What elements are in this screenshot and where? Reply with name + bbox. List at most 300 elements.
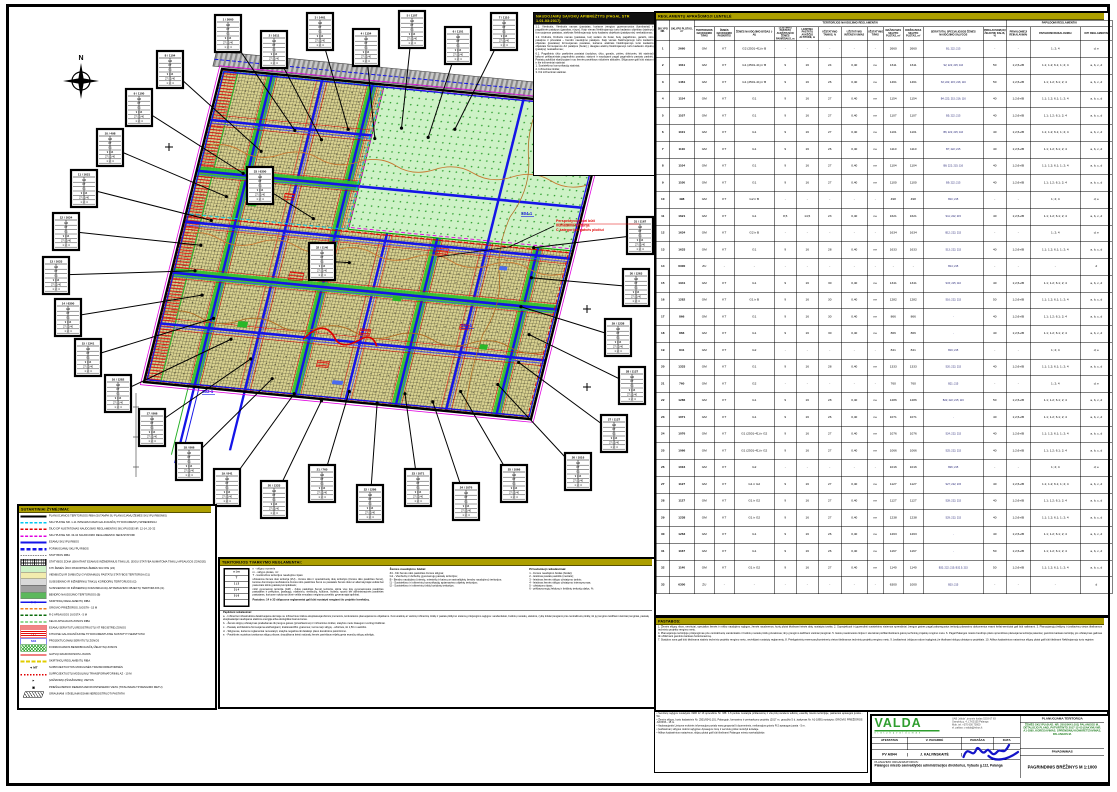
svg-text:27 | 0,40: 27 | 0,40 bbox=[314, 39, 326, 43]
svg-text:GM: GM bbox=[63, 221, 69, 225]
legend-swatch bbox=[21, 559, 47, 565]
legend-label: KITUOSE GALIOJANČIUOSE TP DOKUMENTUOSE NUSTATYTI SERVITUTAI bbox=[49, 633, 145, 637]
svg-text:G1: G1 bbox=[616, 336, 620, 340]
svg-text:G1: G1 bbox=[258, 184, 262, 188]
svg-text:KT: KT bbox=[512, 478, 516, 482]
svg-text:KT: KT bbox=[502, 26, 506, 30]
svg-text:1; 2; 4: 1; 2; 4 bbox=[574, 483, 582, 487]
column-header: TERITORIJOS NAUDOJIMO REGLAMENTAI bbox=[694, 20, 1006, 27]
table-row: 3 1461 GM KT G1 (2501-41) ir B 9 16 26 0,40 ne 1461 1461 S3; 222; 215; 216; 116 50 1;2;6+IB 1.1; 1.2; 6.1; 2; 4 a, b, c, d bbox=[656, 74, 1112, 91]
legend-swatch: ◆ ◆ bbox=[21, 599, 47, 605]
legend-swatch bbox=[21, 553, 47, 559]
svg-text:GM: GM bbox=[319, 251, 325, 255]
svg-text:21 / 760: 21 / 760 bbox=[316, 467, 328, 472]
svg-text:25 / 1066: 25 / 1066 bbox=[507, 467, 521, 472]
column-header: ŽEMĖS NAUDOJIMO PASKIRTIS bbox=[714, 27, 734, 41]
note-line: 1. Žemės sklypų ribos, servitutai, specialios žemės ir miško naudojimo sąlygos, žemės naudmenos, kurių plotai tikslinami teisės aktų nustatyta tvarka. 2. Suprojektuoti ir įgyvendinti susisiekimo sistemos sprendiniai. Įrengus gatves pagal pakoreguotus teritorijų planavimo dokumentus esami keliai-servitutai gali būti naikinami. 3. Planuojamųjų želdynų ir įvažiavimų vietos tikslinamos techninio projekto rengimo metu. bbox=[658, 625, 1102, 632]
svg-text:9 | 16: 9 | 16 bbox=[135, 111, 143, 114]
column-header: KITI REGLAMENTAI bbox=[1080, 27, 1112, 41]
svg-text:9 | 16: 9 | 16 bbox=[414, 491, 422, 494]
svg-text:27 | 0,40: 27 | 0,40 bbox=[221, 495, 233, 499]
legend-label: VIENBUČIŲ IR DVIBUČIŲ GYVENAMŲJŲ PASTATŲ STATYBOS TERITORIJA (G1) bbox=[49, 573, 150, 577]
definition-paragraph: 6.1. Pagalbinio ūkio paskirties pastatai (sodybos, ūkio, garažo, pirties, dirbtuvės, kiti statiniai) laikomi priklausiniais pagrindinio pastato; statomi ir naudojami pagal pagrindinio pastato paskirtį. Pastatų aukščiai skaičiuojami nuo žemės paviršiaus vidutinės altitudės. Sklypuose gali būti statomi ir šie inžineriniai statiniai: bbox=[535, 52, 654, 65]
legend-swatch: ► bbox=[32, 679, 35, 683]
svg-text:27 | 0,40: 27 | 0,40 bbox=[60, 239, 72, 243]
svg-text:9 | 16: 9 | 16 bbox=[636, 239, 644, 242]
atestatas-value: PV A/844 bbox=[872, 753, 908, 757]
svg-text:G1: G1 bbox=[137, 106, 141, 110]
svg-text:KT: KT bbox=[86, 352, 90, 356]
svg-text:1; 2; 4: 1; 2; 4 bbox=[318, 273, 326, 277]
svg-text:KT: KT bbox=[612, 428, 616, 432]
svg-text:27 | 0,40: 27 | 0,40 bbox=[498, 39, 510, 43]
note-line: • Vadovaujantis Lietuvos erdvinės informacijos portalo www.geoportal.lt duomenimis, melioracijos griovio R-2 apsaugos juosta - 5 m. bbox=[656, 724, 806, 728]
column-header: DIDŽIAUSIAS SKLYPO PLOTAS, m² bbox=[903, 27, 923, 41]
legend-label: SUPROJEKTUOTOS MODULINĖS TRANSFORMATORINĖS bbox=[49, 666, 123, 669]
svg-text:1; 2; 4: 1; 2; 4 bbox=[636, 247, 644, 251]
svg-text:GM: GM bbox=[455, 35, 461, 39]
svg-text:1; 2; 4: 1; 2; 4 bbox=[632, 299, 640, 303]
table-row: 9 1100 GM KT G1 9 16 27 0,40 ne 1100 1100 B9; 222; 215 40 1;2;6+IB 1.1; 1.2; 6.1; 2; 4 a, b, c, d bbox=[656, 175, 1112, 192]
table-row: 25 1066 GM KT G1 (2501-41) ir G2 9 16 27 0,40 ne 1066 1066 S25; 222; 215 40 1;2;6+IB 1.1; 1.2; 6.1; 2; 4 a, b, c, d bbox=[656, 443, 1112, 460]
legend-label: BENDRO NAUDOJIMO TERITORIJOS (B) bbox=[49, 593, 101, 597]
svg-text:9 | 16: 9 | 16 bbox=[224, 37, 232, 40]
svg-text:9 | 16: 9 | 16 bbox=[106, 151, 114, 154]
svg-text:27 | 0,40: 27 | 0,40 bbox=[630, 295, 642, 299]
column-header: MAŽIAUSIAS SKLYPO PLOTAS, m² bbox=[883, 27, 903, 41]
svg-text:29 / 1238: 29 / 1238 bbox=[611, 321, 625, 326]
svg-text:KT: KT bbox=[638, 230, 642, 234]
svg-text:8 / 1104: 8 / 1104 bbox=[164, 53, 176, 58]
svg-text:1; 2; 4: 1; 2; 4 bbox=[148, 439, 156, 443]
svg-text:GM: GM bbox=[575, 461, 581, 465]
svg-text:GM: GM bbox=[257, 175, 263, 179]
legend-swatch bbox=[21, 566, 47, 572]
legend-label: SUSISIEKIMO IR INŽINERINIŲ TINKLŲ KORIDORIŲ TERITORIJOS (I2) bbox=[49, 580, 137, 584]
note-line: 4. Planuojamoje teritorijoje prisijungimas prie centralizuotų vandentiekio ir buitinių nuotekų tinklų privalomas; iki jų įrengimo leidžiami vietiniai įrenginiai. 5. Gatvių raudonosios linijos ir skersiniai profiliai tikslinami gatvių techninių projektų rengimo metu. 6. Pagal Palangos miesto bendrojo plano sprendinius planuojama teritorija patenka į gamtinio karkaso teritoriją; jos užstatymas galimas tik užtikrinant gamtinio karkaso funkcionavimą. bbox=[658, 632, 1102, 638]
territory-regulations-box bbox=[218, 557, 658, 709]
legend-item bbox=[19, 625, 211, 632]
svg-text:9 | 16: 9 | 16 bbox=[148, 431, 156, 434]
legend-item bbox=[19, 559, 211, 566]
svg-text:9 / 1100: 9 / 1100 bbox=[133, 91, 145, 96]
table-row: 13 1633 GM KT G1 9 16 28 0,40 ne 1633 1633 S13; 222; 215 40 1;2;6+IB 1.1; 1.2; 6.1; 1; 2; 4 a, b, c, d bbox=[656, 242, 1112, 259]
svg-text:G1: G1 bbox=[320, 482, 324, 486]
svg-text:KT: KT bbox=[226, 28, 230, 32]
svg-text:KT: KT bbox=[364, 42, 368, 46]
svg-text:27 | 0,40: 27 | 0,40 bbox=[133, 115, 145, 119]
legend-label: SUPROJEKTUOTŲ MODULINIŲ TRANSFORMATORINIŲ AZ - 10 M bbox=[49, 672, 132, 676]
svg-text:G1: G1 bbox=[226, 32, 230, 36]
legend-label: PRIEŠGAISRINIO REZERVUARO/KONTEINERIO VIETA (TIKSLINAMA TP RENGIMO METU) bbox=[49, 685, 163, 689]
legend-item bbox=[19, 658, 211, 665]
note-line: 7. Statybos zona gali būti tikslinama statinio techninio projekto rengimo metu, neviršijant nustatytų reglamentų. 8. Priešgaisrinių rezervuarų/konteinerių vietos tikslinamos techninių projektų rengimo metu. 9. Įvažiavimai į sklypus rodomi sąlyginai; jie tikslinami sklypų užstatymo projektais. 10. Atlikus kadastrinius matavimus sklypų plotai gali būti tikslinami Nekilnojamojo turto registre. bbox=[658, 638, 1095, 642]
svg-text:9 | 16: 9 | 16 bbox=[366, 507, 374, 510]
north-arrow bbox=[63, 55, 99, 99]
svg-text:KT: KT bbox=[616, 332, 620, 336]
drawing-sheet bbox=[6, 4, 1110, 786]
svg-text:27 | 0,40: 27 | 0,40 bbox=[634, 243, 646, 247]
legend-label: FORMUOJAMOS BESIRIBOJANČIŲ ŽELDYNŲ ZONOS bbox=[49, 646, 118, 650]
svg-text:32 / 1140: 32 / 1140 bbox=[315, 245, 329, 250]
valda-logo-text: VALDA bbox=[874, 716, 922, 730]
legend-label: GATVIŲ RAUDONOSIOS LINIJOS bbox=[49, 652, 91, 656]
table-row: 31 1167 GM KT G1 9 16 26 0,40 ne 1167 1167 - 50 1;2;6+IB 1.1; 1.2; 6.1; 2; 4 a, b, c, d bbox=[656, 543, 1112, 560]
svg-text:27 | 0,40: 27 | 0,40 bbox=[268, 507, 280, 511]
svg-text:G1: G1 bbox=[364, 46, 368, 50]
legend-swatch bbox=[21, 533, 47, 539]
svg-text:G1: G1 bbox=[225, 486, 229, 490]
legend-swatch bbox=[21, 652, 47, 658]
column-header: UŽSTATYMO INTENSYVUMAS bbox=[841, 27, 867, 41]
territory-header: PLANUOJAMA TERITORIJA bbox=[1021, 716, 1105, 723]
servitude-zone-label: S04-1 bbox=[521, 211, 533, 216]
svg-text:KT: KT bbox=[630, 380, 634, 384]
regulations-table bbox=[656, 20, 1113, 594]
notes-box bbox=[654, 616, 1110, 712]
table-row: 33 6300 ZU - - - - - - - 6300 1000 B33; 215 - - - d bbox=[656, 577, 1112, 594]
legend-item bbox=[19, 619, 211, 626]
legend-label: SKIRTINGŲ REGLAMENTŲ RIBA bbox=[49, 600, 91, 604]
svg-text:GM: GM bbox=[317, 21, 323, 25]
svg-text:1; 2; 4: 1; 2; 4 bbox=[62, 243, 70, 247]
svg-text:7 / 1110: 7 / 1110 bbox=[498, 15, 510, 20]
svg-text:KT: KT bbox=[410, 24, 414, 28]
svg-text:KT: KT bbox=[225, 482, 229, 486]
svg-text:KT: KT bbox=[634, 282, 638, 286]
column-header: SKLYPO NR. bbox=[656, 20, 669, 41]
svg-text:1; 2; 4: 1; 2; 4 bbox=[628, 397, 636, 401]
table-row: 27 1127 GM KT G1 ir G2 9 16 27 0,40 ne 1127 1127 S27; 222; 215 40 1;2;6+IB 1.1; 1.2; 6.1; 1; 2; 4 a, b, c, d bbox=[656, 476, 1112, 493]
title-block bbox=[870, 714, 1110, 784]
table-row: 22 1286 GM KT G1 9 16 28 0,40 ne 1286 1286 B22; 222; 215; 116 50 1;2;6+IB 1.1; 1.2; 6.1; 2; 4 a, b, c, d bbox=[656, 393, 1112, 410]
legend-item bbox=[19, 572, 211, 579]
legend-swatch bbox=[21, 606, 47, 612]
legend-swatch bbox=[21, 586, 47, 592]
legend-item bbox=[19, 645, 211, 652]
table-title: REGLAMENTŲ APRAŠOMOJI LENTELĖ bbox=[656, 13, 1104, 20]
column-header: PAPILDOMI REIKALAVIMAI bbox=[1030, 27, 1080, 41]
legend-label: FORMUOJAMŲ SKLYPŲ RIBOS bbox=[49, 547, 89, 551]
svg-text:9 | 16: 9 | 16 bbox=[610, 437, 618, 440]
column-header: UŽSTATYMO TIPAS bbox=[867, 27, 883, 41]
legend-item bbox=[19, 691, 211, 698]
svg-text:1; 2; 4: 1; 2; 4 bbox=[84, 369, 92, 373]
legend-label: GRIOVIO PRIEŽIŪROS JUOSTA - 15 M bbox=[49, 606, 98, 610]
definitions-title: NAUDOJAMŲ SĄVOKŲ APIBRĖŽTYS (PAGAL STR 1.01.03:2017) bbox=[534, 13, 655, 25]
table-row: 20 1333 GM KT G1 9 16 28 0,40 ne 1333 1333 S20; 222; 215 40 1;2;6+IB 1.1; 1.2; 6.1; 1; 2; 4 a, b, c, d bbox=[656, 359, 1112, 376]
legend-label: SUSISIEKIMO IR INŽINERINIŲ KOMUNIKACIJŲ APTARNAVIMO OBJEKTŲ TERITORIJOS (I1) bbox=[49, 586, 165, 590]
definition-list-item: 3. Kiti inžineriniai statiniai. bbox=[535, 71, 567, 75]
map-legend bbox=[17, 504, 217, 710]
svg-text:G1: G1 bbox=[108, 146, 112, 150]
svg-text:5 / 1107: 5 / 1107 bbox=[406, 13, 418, 18]
map-annotation: numatoma teritorija bbox=[556, 223, 590, 228]
svg-text:9 | 16: 9 | 16 bbox=[318, 487, 326, 490]
svg-text:GM: GM bbox=[633, 277, 639, 281]
svg-text:22 / 1286: 22 / 1286 bbox=[363, 487, 377, 492]
table-row: 23 1071 GM KT G1 9 16 26 0,40 ne 1071 1071 - 40 1;2;6+IB 1.1; 1.2; 6.1; 2; 4 a, b, c, d bbox=[656, 409, 1112, 426]
table-row: 11 1621 GM KT G1 8,5 14,5 23 0,40 ne 1621 1621 S11; 222; 215 40 1;2;6+IB 1.1; 1.2; 6.1; 2; 4 a, b, c, d bbox=[656, 208, 1112, 225]
svg-text:24 / 1076: 24 / 1076 bbox=[459, 485, 473, 490]
grid-cross bbox=[583, 383, 591, 391]
legend-item bbox=[19, 513, 211, 520]
column-header: UŽSTATYMO TANKIS, % bbox=[818, 27, 841, 41]
svg-text:9 | 16: 9 | 16 bbox=[64, 321, 72, 324]
svg-text:G1: G1 bbox=[272, 48, 276, 52]
legend-label: KELIO APSAUGOS ZONOS RIBA bbox=[49, 619, 91, 623]
svg-text:9 | 16: 9 | 16 bbox=[256, 189, 264, 192]
legend-swatch: - 1 - bbox=[21, 632, 47, 638]
svg-text:1; 2; 4: 1; 2; 4 bbox=[270, 511, 278, 515]
svg-text:GM: GM bbox=[107, 137, 113, 141]
svg-text:9 | 16: 9 | 16 bbox=[80, 192, 88, 195]
legend-title: SUTARTINIAI ŽYMĖJIMAI: bbox=[19, 506, 211, 513]
table-row: 30 1263 GM KT G1 9 16 26 0,40 ne 1263 1263 - 40 1;2;6+IB 1.1; 1.2; 6.1; 2; 4 a, b, c, d bbox=[656, 527, 1112, 544]
svg-text:9 | 16: 9 | 16 bbox=[185, 465, 193, 468]
svg-text:KT: KT bbox=[416, 482, 420, 486]
legend-item bbox=[19, 651, 211, 658]
definition-paragraph: 1.1. Vienbutis, Vienbutis namas (pastatas, kuriame įrengtos gyvenamosios (kambariai) ir pagalbinės patalpos (garažas, rūsys). Kaip vienas Nekilnojamojo turto kadastro objektas (statinys) formuojamas pastatas, atskirais Nekilnojamojo turto kadastro objektais (patalpomis) neskaidomas; bbox=[535, 25, 654, 35]
svg-text:1; 2; 4: 1; 2; 4 bbox=[80, 200, 88, 204]
legend-item bbox=[19, 566, 211, 573]
legend-item bbox=[19, 612, 211, 619]
svg-text:KT: KT bbox=[272, 494, 276, 498]
svg-text:GM: GM bbox=[271, 39, 277, 43]
legend-item bbox=[19, 592, 211, 599]
svg-text:G1: G1 bbox=[630, 384, 634, 388]
svg-text:3 / 1461: 3 / 1461 bbox=[314, 15, 326, 20]
column-header: LEISTINA PASTATŲ AUKŠČIO ALTITUDĖ, m bbox=[796, 27, 818, 41]
svg-text:G1: G1 bbox=[576, 470, 580, 474]
legend-item bbox=[19, 605, 211, 612]
svg-text:KT: KT bbox=[82, 183, 86, 187]
svg-text:GM: GM bbox=[511, 473, 517, 477]
svg-text:KT: KT bbox=[272, 44, 276, 48]
svg-text:1; 2; 4: 1; 2; 4 bbox=[270, 61, 278, 65]
svg-text:1; 2; 4: 1; 2; 4 bbox=[362, 59, 370, 63]
svg-text:KT: KT bbox=[320, 478, 324, 482]
table-row: 16 1282 GM KT G1 ir B 9 16 30 0,40 ne 1282 1282 S16; 222; 215 50 1;2;6+IB 1.1; 1.2; 6.1; 1; 2; 4 a, b, c, d bbox=[656, 292, 1112, 309]
legend-swatch bbox=[21, 579, 47, 585]
column-header: ŽEMĖS NAUDOJIMO BŪDAS (-AI) bbox=[734, 27, 774, 41]
svg-text:1; 2; 4: 1; 2; 4 bbox=[185, 473, 193, 477]
svg-text:1; 2; 4: 1; 2; 4 bbox=[366, 515, 374, 519]
svg-text:18 / 866: 18 / 866 bbox=[183, 445, 195, 450]
svg-text:9 | 16: 9 | 16 bbox=[510, 487, 518, 490]
svg-text:GM: GM bbox=[271, 489, 277, 493]
svg-text:GM: GM bbox=[167, 59, 173, 63]
svg-text:27 | 0,40: 27 | 0,40 bbox=[452, 53, 464, 57]
table-row: 24 1076 GM KT G1 (2501-41) ir G2 9 16 27 0,40 ne 1076 1076 S24; 222; 215 40 1;2;6+IB 1.1; 1.2; 6.1; 1; 2; 4 a, b, c, d bbox=[656, 426, 1112, 443]
legend-item bbox=[19, 678, 211, 685]
atestatas-header: ATESTATAS bbox=[872, 738, 908, 744]
svg-text:KT: KT bbox=[187, 456, 191, 460]
svg-text:20 / 1333: 20 / 1333 bbox=[267, 483, 281, 488]
svg-text:9 | 16: 9 | 16 bbox=[84, 361, 92, 364]
logo-tagline: s t a t y b ų v a l d y m a s bbox=[874, 731, 921, 734]
svg-text:G1: G1 bbox=[82, 187, 86, 191]
legend-swatch bbox=[21, 619, 47, 625]
svg-text:27 | 0,40: 27 | 0,40 bbox=[183, 469, 195, 473]
legend-item bbox=[19, 632, 211, 639]
svg-text:9 | 16: 9 | 16 bbox=[318, 265, 326, 268]
definitions-note-box bbox=[533, 12, 659, 176]
legend-swatch: ▣ bbox=[32, 686, 35, 690]
svg-text:N: N bbox=[78, 55, 84, 62]
svg-text:23 / 1071: 23 / 1071 bbox=[411, 471, 425, 476]
svg-text:27 | 0,40: 27 | 0,40 bbox=[78, 196, 90, 200]
note-line: • Įvažiavimai į sklypus rodomi sąlyginai. Apsaugos zonų ir servitutų plotai nurodyti lentelėje. bbox=[656, 727, 760, 731]
svg-text:G1: G1 bbox=[168, 68, 172, 72]
svg-text:G1: G1 bbox=[318, 30, 322, 34]
svg-text:16 / 1282: 16 / 1282 bbox=[111, 377, 125, 382]
svg-text:KT: KT bbox=[66, 312, 70, 316]
svg-text:27 | 0,40: 27 | 0,40 bbox=[82, 365, 94, 369]
svg-text:1; 2; 4: 1; 2; 4 bbox=[614, 349, 622, 353]
legend-item bbox=[19, 546, 211, 553]
svg-text:GM: GM bbox=[415, 477, 421, 481]
svg-text:26 / 1016: 26 / 1016 bbox=[571, 455, 585, 460]
svg-text:19 / 841: 19 / 841 bbox=[221, 471, 233, 476]
svg-text:KT: KT bbox=[108, 142, 112, 146]
svg-text:GM: GM bbox=[629, 375, 635, 379]
svg-text:31 / 1167: 31 / 1167 bbox=[633, 219, 647, 224]
svg-text:KT: KT bbox=[150, 422, 154, 426]
svg-text:27 | 0,40: 27 | 0,40 bbox=[164, 77, 176, 81]
svg-text:2 / 1611: 2 / 1611 bbox=[268, 33, 280, 38]
svg-text:G1: G1 bbox=[512, 482, 516, 486]
svg-text:15 / 1341: 15 / 1341 bbox=[81, 341, 95, 346]
svg-text:1; 2; 4: 1; 2; 4 bbox=[510, 495, 518, 499]
svg-text:KT: KT bbox=[64, 226, 68, 230]
svg-text:9 | 16: 9 | 16 bbox=[362, 51, 370, 54]
legend-item bbox=[19, 684, 211, 691]
legend-swatch bbox=[21, 672, 47, 678]
svg-text:G1: G1 bbox=[456, 44, 460, 48]
column-header: SERVITUTAI, SPECIALIOSIOS ŽEMĖS NAUDOJIMO SĄLYGOS bbox=[923, 27, 983, 41]
parcel-info-table bbox=[357, 401, 383, 522]
parcel-info-table bbox=[309, 390, 351, 502]
svg-text:9 | 16: 9 | 16 bbox=[408, 33, 416, 36]
legend-swatch bbox=[21, 612, 47, 618]
svg-text:10 / 498: 10 / 498 bbox=[104, 131, 116, 136]
company-details: UAB „Valda“, įmonės kodas 5203 67 83 Gamyklų g. 4, LT-00135 Palanga Mob. tel. +370 600 70000 el. paštas: v.valda@inbox.lt bbox=[952, 717, 996, 730]
regulations-title: TERITORIJOS TVARKYMO REGLAMENTAI: bbox=[220, 559, 652, 566]
map-annotation: Perspektyvoje turi būti bbox=[556, 219, 595, 223]
svg-text:G1: G1 bbox=[634, 286, 638, 290]
svg-text:KT: KT bbox=[318, 26, 322, 30]
svg-text:27 / 1127: 27 / 1127 bbox=[607, 417, 621, 422]
svg-text:27 | 0,40: 27 | 0,40 bbox=[62, 325, 74, 329]
legend-label: ESAMŲ SKLYPŲ RIBOS bbox=[49, 540, 79, 544]
svg-text:KT: KT bbox=[54, 270, 58, 274]
data-header: DATA bbox=[1002, 739, 1011, 742]
legend-item bbox=[19, 599, 211, 606]
legend-item bbox=[19, 586, 211, 593]
legend-swatch bbox=[21, 540, 47, 546]
svg-text:27 | 0,40: 27 | 0,40 bbox=[316, 269, 328, 273]
supplementary-notes-box bbox=[654, 711, 868, 773]
svg-text:G1: G1 bbox=[416, 486, 420, 490]
svg-text:27 | 0,40: 27 | 0,40 bbox=[360, 55, 372, 59]
svg-text:17 / 866: 17 / 866 bbox=[146, 411, 158, 416]
legend-swatch: ◄ MT bbox=[29, 666, 38, 670]
svg-text:9 | 16: 9 | 16 bbox=[454, 49, 462, 52]
regulation-symbol-column: n | m T 1 | 2 3 | 4 5 | 6 n - sklypo numeris m - sklypo plotas, m² T - konkrečios teritorijos naudojimo tipas: užstatoma žemės ūkio teritorija (ZU) - žemės ūkio ir specializuotų ūkių teritorijos (žemės ūkio paskirties žemė), kuriose dominuoja neužstatoma žemės ūkio paskirties žemė su pastatais žemės ūkiui ar alternatyviajai veiklai bei pavieniais ūkinių pastatų kompleksais; mišri gyvenamoji teritorija (GM) - (kitos paskirties žemė) teritorija, skirta visų tipų gyvenamosios paskirties pastatams ir prekybos, paslaugų, maitinimo, viešbučių, kultūros, mokslo, sporto bei administracinės paskirties pastatams, kuriuose vykdoma ūkinė veikla nesudaro neigiamo poveikio gyvenamajai aplinkai. Pastabos: 14 ir 33 sklypuose reglamentai gali būti nustatyti rengiant šio projekto korektūrą. bbox=[223, 568, 384, 609]
legend-swatch bbox=[21, 546, 47, 552]
svg-text:27 | 0,40: 27 | 0,40 bbox=[50, 283, 62, 287]
svg-text:G1: G1 bbox=[64, 230, 68, 234]
table-row: 18 866 GM KT G1 9 16 30 0,40 ne 866 866 - 40 1;2;6+IB 1.1; 1.2; 6.1; 2; 4 a, b, c, d bbox=[656, 326, 1112, 343]
svg-text:9 | 16: 9 | 16 bbox=[166, 73, 174, 76]
svg-text:27 | 0,40: 27 | 0,40 bbox=[626, 393, 638, 397]
svg-text:1; 2; 4: 1; 2; 4 bbox=[223, 499, 231, 503]
svg-text:27 | 0,40: 27 | 0,40 bbox=[406, 37, 418, 41]
column-header: TERITORIJOS NAUDOJIMO TIPAS bbox=[694, 27, 714, 41]
svg-text:1; 2; 4: 1; 2; 4 bbox=[500, 43, 508, 47]
legend-label: ŠIUO DP NUSTATOMAS NAUDOJIMO REGLAMENTAS SKLYPUOSE NR. 12-14, 20-32 bbox=[49, 527, 156, 531]
svg-text:9 | 16: 9 | 16 bbox=[52, 279, 60, 282]
svg-text:1; 2; 4: 1; 2; 4 bbox=[462, 513, 470, 517]
svg-text:9 | 16: 9 | 16 bbox=[628, 389, 636, 392]
legend-swatch bbox=[21, 658, 47, 664]
legend-item bbox=[19, 671, 211, 678]
svg-text:33 / 6300: 33 / 6300 bbox=[253, 169, 267, 174]
svg-text:GM: GM bbox=[409, 19, 415, 23]
table-row: 21 760 GM KT G2 - - - - - 760 760 B21; 215 - - 1; 2; 4 d; e bbox=[656, 376, 1112, 393]
parcel-info-table bbox=[431, 400, 479, 520]
svg-text:1; 2; 4: 1; 2; 4 bbox=[414, 499, 422, 503]
svg-text:27 | 0,40: 27 | 0,40 bbox=[608, 441, 620, 445]
svg-text:GM: GM bbox=[81, 178, 87, 182]
svg-text:27 | 0,40: 27 | 0,40 bbox=[222, 41, 234, 45]
svg-text:KT: KT bbox=[137, 102, 141, 106]
table-row: 32 1140 GM KT G1 ir G2 9 16 27 0,40 ne 1140 1140 B32; 222; 215; B32.5; 215 50 1;2;6+IB 1.1; 1.2; 6.1; 1; 2; 4 a, b, c, d bbox=[656, 560, 1112, 577]
table-row: 2 1611 GM KT G1 (2501-41) ir B 9 16 24 0,40 ne 1611 1611 S2; 222; 215; 116 50 1;2;6+IB 1.1; 1.2; 6.1; 1; 2; 4 a, b, c, d bbox=[656, 58, 1112, 75]
table-row: 29 1238 GM KT G1 ir G2 9 16 27 0,40 ne 1238 1238 S29; 222; 215 40 1;2;6+IB 1.1; 1.2; 6.1; 1; 2; 4 a, b, c, d bbox=[656, 510, 1112, 527]
note-line: • Žemės sklypo, kurio kadastrinis Nr. 2501/0041:101, Palangoje, formavimo ir pertvarkymo projektu (2017 m. gruodžio 5 d. įsakymas Nr. A1-1895) nustatyta: GRIOVIO PRIEŽIŪROS JUOSTA - 15 m. bbox=[656, 718, 863, 725]
svg-text:30 / 1263: 30 / 1263 bbox=[629, 271, 643, 276]
legend-label: ĮVAŽIAVIMŲ (IŠVAŽIAVIMŲ) VIETOS bbox=[49, 679, 94, 683]
servitude-zone-label: S03-1 bbox=[461, 323, 473, 328]
svg-text:9 | 16: 9 | 16 bbox=[614, 341, 622, 344]
svg-text:G1: G1 bbox=[368, 502, 372, 506]
svg-text:1; 2; 4: 1; 2; 4 bbox=[114, 405, 122, 409]
notes-title: PASTABOS: bbox=[656, 618, 1104, 625]
note-line: • Atlikus kadastrinius matavimus, sklypų plotai gali būti tikslinami Palangos miesto savivaldybėje. bbox=[656, 731, 766, 735]
legend-swatch bbox=[21, 691, 47, 697]
legend-swatch: S04 bbox=[21, 639, 47, 645]
svg-text:1; 2; 4: 1; 2; 4 bbox=[454, 57, 462, 61]
svg-text:1; 2; 4: 1; 2; 4 bbox=[106, 159, 114, 163]
table-row: 4 1154 GM KT G1 9 16 27 0,40 ne 1154 1154 B4; 222; 215; 216; 116 40 1;2;6+IB 1.1; 1.2; 6.1; 1; 2; 4 a, b, c, d bbox=[656, 91, 1112, 108]
svg-text:27 | 0,40: 27 | 0,40 bbox=[460, 509, 472, 513]
legend-label: R-2 APSAUGOS JUOSTA - 5 M bbox=[49, 613, 87, 617]
svg-text:GM: GM bbox=[85, 347, 91, 351]
svg-text:1; 2; 4: 1; 2; 4 bbox=[256, 197, 264, 201]
svg-text:GM: GM bbox=[319, 473, 325, 477]
svg-text:1 / 2660: 1 / 2660 bbox=[222, 17, 234, 22]
svg-text:27 | 0,40: 27 | 0,40 bbox=[364, 511, 376, 515]
svg-text:GM: GM bbox=[115, 383, 121, 387]
legend-item bbox=[19, 579, 211, 586]
land-use-modes-column: Žemės naudojimo būdai: Z4 - Kiti žemės ūkio paskirties žemės sklypai; G1 - Vienbučių ir dvibučių gyvenamųjų pastatų teritorijos; B - Bendro naudojimo (miestų, miestelių ir kaimų ar savivaldybių bendro naudojimo) teritorijos; I1 - Susisiekimo ir inžinerinių komunikacijų aptarnavimo objektų teritorijos; I2 - Susisiekimo ir inžinerinių tinklų koridorių teritorijos. bbox=[389, 567, 502, 588]
svg-text:27 | 0,40: 27 | 0,40 bbox=[104, 155, 116, 159]
svg-text:27 | 0,40: 27 | 0,40 bbox=[572, 479, 584, 483]
legend-swatch bbox=[21, 526, 47, 532]
svg-text:9 | 16: 9 | 16 bbox=[574, 475, 582, 478]
